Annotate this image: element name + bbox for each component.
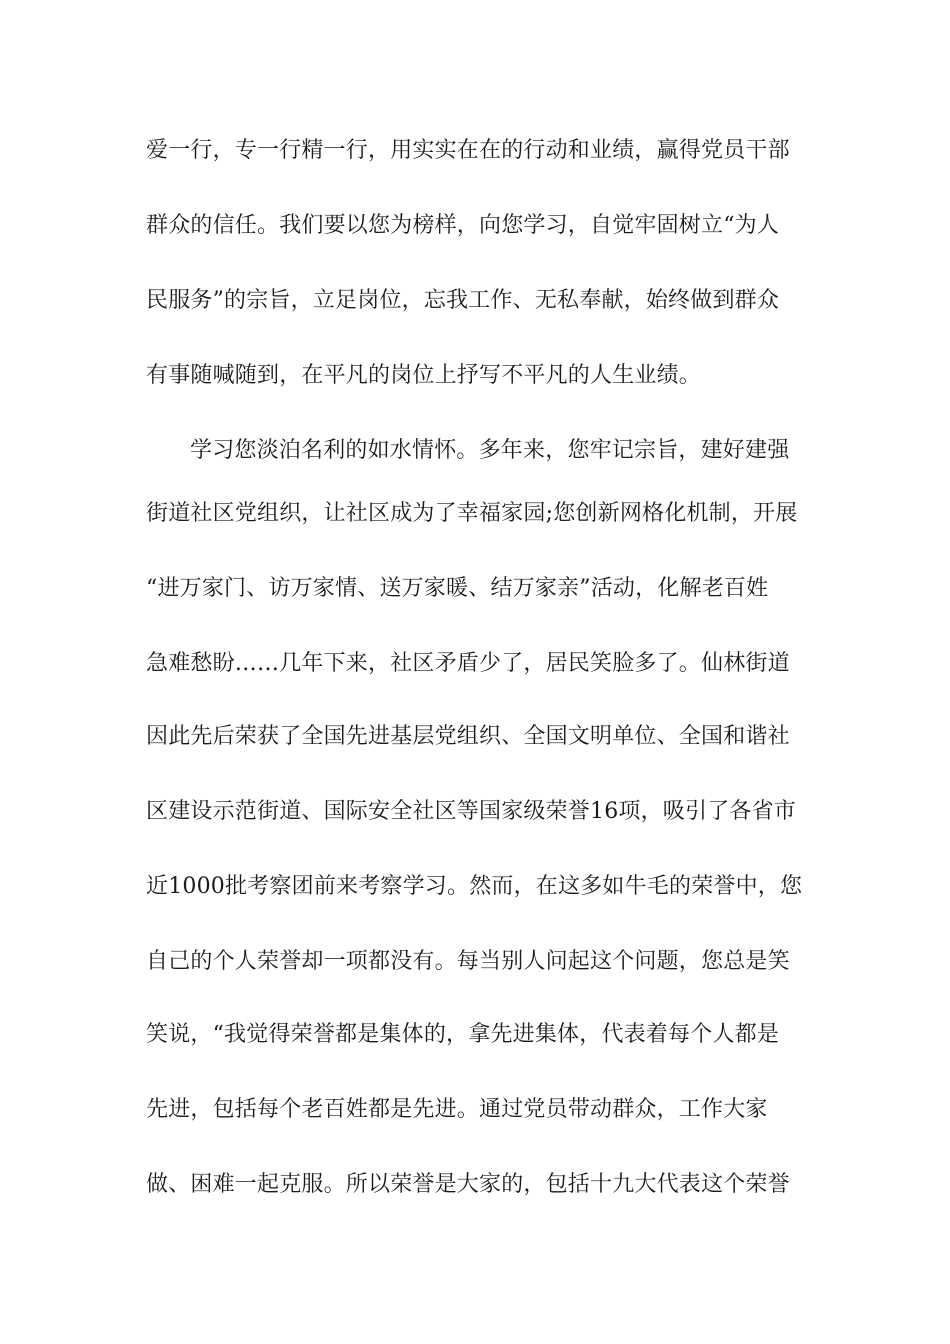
- text-line: 区建设示范街道、国际安全社区等国家级荣誉16项，吸引了各省市: [146, 799, 796, 824]
- text-line: 有事随喊随到，在平凡的岗位上抒写不平凡的人生业绩。: [146, 363, 702, 388]
- text-line: 自己的个人荣誉却一项都没有。每当别人问起这个问题，您总是笑: [146, 949, 790, 974]
- text-line: 先进，包括每个老百姓都是先进。通过党员带动群众，工作大家: [146, 1097, 768, 1122]
- text-line: 爱一行，专一行精一行，用实实在在的行动和业绩，赢得党员干部: [146, 138, 790, 163]
- text-line: “进万家门、访万家情、送万家暖、结万家亲”活动，化解老百姓: [146, 576, 769, 601]
- text-line: 街道社区党组织，让社区成为了幸福家园;您创新网格化机制，开展: [146, 501, 798, 526]
- text-line: 民服务”的宗旨，立足岗位，忘我工作、无私奉献，始终做到群众: [146, 288, 780, 313]
- paragraph-first-line: 学习您淡泊名利的如水情怀。多年来，您牢记宗旨，建好建强: [190, 438, 790, 463]
- text-line: 笑说，“我觉得荣誉都是集体的，拿先进集体，代表着每个人都是: [146, 1022, 780, 1047]
- text-line: 群众的信任。我们要以您为榜样，向您学习，自觉牢固树立“为人: [146, 213, 780, 238]
- text-line: 因此先后荣获了全国先进基层党组织、全国文明单位、全国和谐社: [146, 724, 790, 749]
- text-line: 做、困难一起克服。所以荣誉是大家的，包括十九大代表这个荣誉: [146, 1172, 790, 1197]
- text-line: 近1000批考察团前来考察学习。然而，在这多如牛毛的荣誉中，您: [146, 874, 803, 899]
- text-line: 急难愁盼……几年下来，社区矛盾少了，居民笑脸多了。仙林街道: [146, 651, 790, 676]
